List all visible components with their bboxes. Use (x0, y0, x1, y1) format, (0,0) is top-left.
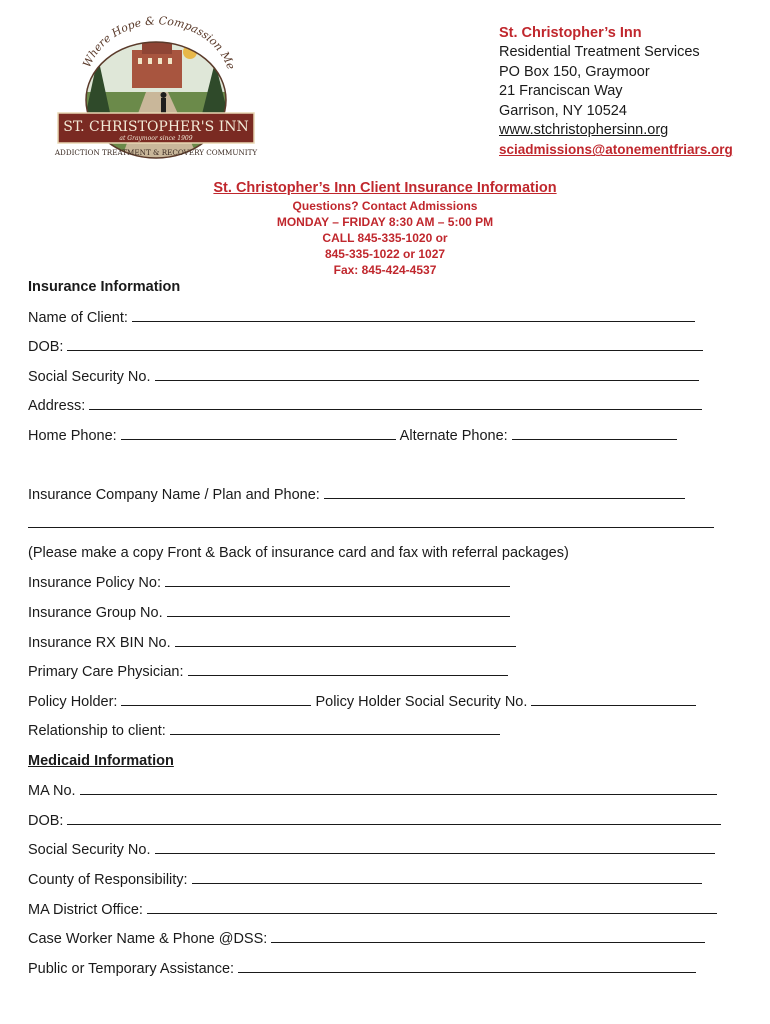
caseworker-row (28, 929, 705, 948)
medicaid-ssn-row (28, 840, 715, 859)
pcp-label: Primary Care Physician: (28, 664, 184, 680)
district-field[interactable] (147, 900, 717, 914)
policy-holder-ssn-label: Policy Holder Social Security No. (315, 694, 528, 710)
alt-phone-label: Alternate Phone: (399, 428, 508, 444)
logo-graphic (50, 12, 260, 162)
ma-no-label: MA No. (28, 783, 76, 799)
dob-field[interactable] (67, 337, 703, 351)
company-field-2[interactable] (28, 514, 714, 528)
dob-label: DOB: (28, 339, 64, 355)
district-label: MA District Office: (28, 902, 143, 918)
district-row (28, 900, 717, 919)
contact-admissions: Questions? Contact Admissions (292, 199, 478, 213)
phone-row (28, 426, 677, 445)
website-link[interactable]: www.stchristophersinn.org (499, 122, 669, 139)
medicaid-dob-row (28, 811, 721, 830)
call-numbers: CALL 845-335-1020 or (322, 231, 448, 245)
client-name-row (28, 308, 695, 327)
county-row (28, 870, 702, 889)
ssn-row (28, 367, 699, 386)
assistance-row (28, 959, 696, 978)
policy-holder-row (28, 692, 696, 711)
rx-bin-label: Insurance RX BIN No. (28, 635, 171, 651)
home-phone-field[interactable] (121, 426, 396, 440)
card-note: (Please make a copy Front & Back of insurance card and fax with referral packages) (28, 545, 569, 561)
logo-arc-text: Where Hope & Compassion Me (80, 14, 238, 72)
client-name-label: Name of Client: (28, 310, 128, 326)
relationship-row (28, 721, 500, 740)
ma-no-field[interactable] (80, 781, 717, 795)
rx-bin-row (28, 633, 516, 652)
medicaid-heading: Medicaid Information (28, 753, 174, 769)
company-label: Insurance Company Name / Plan and Phone: (28, 487, 320, 503)
logo-banner-sub: at Graymoor since 1909 (119, 135, 193, 142)
contact-block (499, 24, 733, 160)
relationship-field[interactable] (170, 721, 500, 735)
insurance-heading: Insurance Information (28, 279, 181, 295)
home-phone-label: Home Phone: (28, 428, 117, 444)
org-line1: Residential Treatment Services (499, 44, 700, 61)
company-field[interactable] (324, 485, 685, 499)
assistance-label: Public or Temporary Assistance: (28, 961, 235, 977)
group-no-field[interactable] (167, 603, 510, 617)
company-row-2 (28, 514, 714, 533)
form-title: St. Christopher’s Inn Client Insurance Information (213, 180, 557, 196)
logo-banner-title: ST. CHRISTOPHER'S INN (63, 119, 249, 135)
office-hours: MONDAY – FRIDAY 8:30 AM – 5:00 PM (276, 215, 494, 229)
caseworker-label: Case Worker Name & Phone @DSS: (28, 931, 268, 947)
logo-tagline: ADDICTION TREATMENT & RECOVERY COMMUNITY (54, 148, 258, 157)
medicaid-ssn-field[interactable] (155, 840, 715, 854)
pcp-field[interactable] (188, 662, 508, 676)
org-name: St. Christopher’s Inn (499, 25, 642, 41)
alt-phone-field[interactable] (512, 426, 677, 440)
relationship-label: Relationship to client: (28, 723, 166, 739)
policy-holder-field[interactable] (121, 692, 311, 706)
call-numbers-2: 845-335-1022 or 1027 (324, 247, 446, 261)
county-label: County of Responsibility: (28, 872, 188, 888)
policy-no-row (28, 573, 510, 592)
company-row (28, 485, 685, 504)
org-line2: PO Box 150, Graymoor (499, 63, 650, 80)
medicaid-dob-label: DOB: (28, 813, 64, 829)
address-field[interactable] (89, 396, 702, 410)
ssn-field[interactable] (155, 367, 699, 381)
ma-no-row (28, 781, 717, 800)
policy-no-field[interactable] (165, 573, 510, 587)
medicaid-ssn-label: Social Security No. (28, 842, 151, 858)
org-line4: Garrison, NY 10524 (499, 102, 627, 119)
form-title-block (0, 178, 770, 278)
policy-holder-label: Policy Holder: (28, 694, 118, 710)
address-label: Address: (28, 398, 86, 414)
dob-row (28, 337, 703, 356)
group-no-label: Insurance Group No. (28, 605, 163, 621)
policy-no-label: Insurance Policy No: (28, 575, 161, 591)
policy-holder-ssn-field[interactable] (531, 692, 696, 706)
group-no-row (28, 603, 510, 622)
email-link[interactable]: sciadmissions@atonementfriars.org (499, 142, 733, 158)
client-name-field[interactable] (132, 308, 695, 322)
pcp-row (28, 662, 508, 681)
county-field[interactable] (192, 870, 702, 884)
logo (50, 12, 260, 162)
medicaid-dob-field[interactable] (67, 811, 721, 825)
rx-bin-field[interactable] (175, 633, 516, 647)
fax-number: Fax: 845-424-4537 (333, 263, 437, 277)
caseworker-field[interactable] (271, 929, 705, 943)
org-line3: 21 Franciscan Way (499, 83, 623, 100)
address-row (28, 396, 702, 415)
ssn-label: Social Security No. (28, 369, 151, 385)
assistance-field[interactable] (238, 959, 696, 973)
